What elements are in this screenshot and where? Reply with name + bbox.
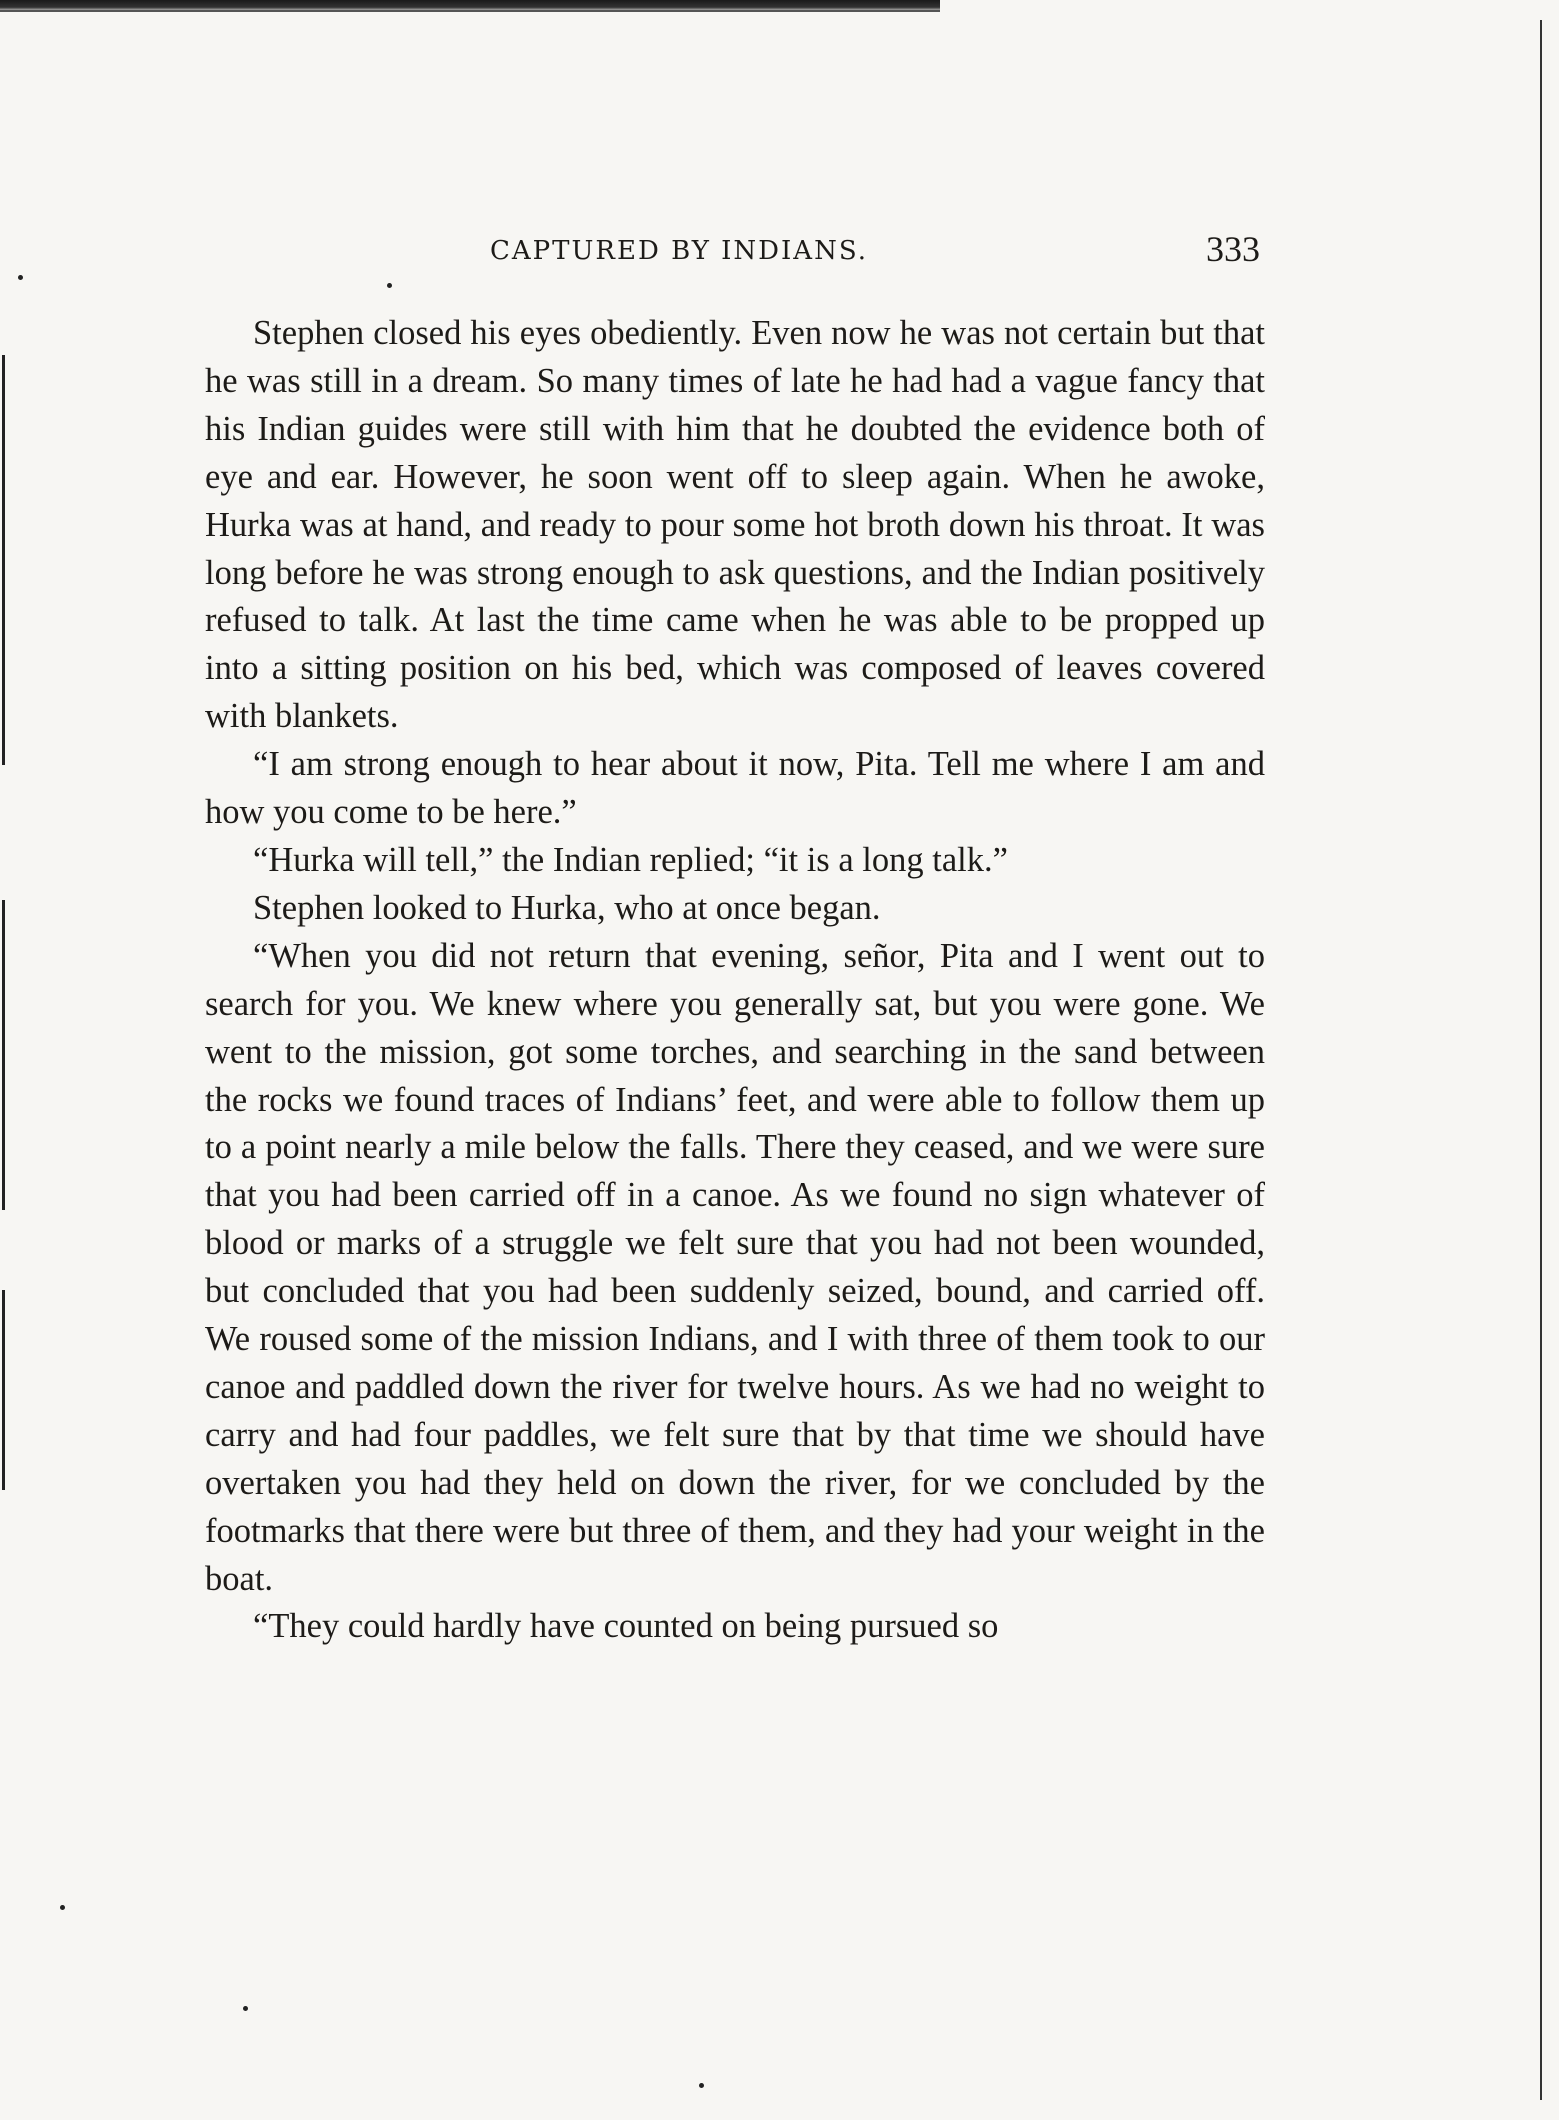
page-top-edge-line bbox=[0, 10, 940, 12]
left-margin-mark bbox=[2, 1290, 5, 1490]
paragraph: “Hurka will tell,” the Indian replied; “it is a long talk.” bbox=[253, 840, 1008, 879]
print-speck bbox=[387, 283, 392, 288]
print-speck bbox=[243, 2006, 248, 2011]
page-header bbox=[200, 228, 1260, 288]
paragraph: “They could hardly have counted on being pursued so bbox=[253, 1607, 999, 1646]
left-margin-mark bbox=[2, 900, 5, 1210]
page-right-edge-line bbox=[1540, 20, 1542, 2100]
paragraph: Stephen looked to Hurka, who at once began. bbox=[253, 888, 881, 927]
print-speck bbox=[18, 275, 23, 280]
print-speck bbox=[699, 2083, 704, 2088]
body-text bbox=[205, 310, 1265, 1651]
paragraph: “When you did not return that evening, señor, Pita and I went out to search for you. We knew where you generally sat, but you were gone. We went to the mission, got some torches, and searching in the sand between the rocks we found traces of Indians’ feet, and were able to follow them up to a point nearly a mile below the falls. There they ceased, and we were sure that you had been carried off in a canoe. As we found no sign whatever of blood or marks of a struggle we felt sure that you had not been wounded, but concluded that you had been suddenly seized, bound, and carried off. We roused some of the mission Indians, and I with three of them took to our canoe and paddled down the river for twelve hours. As we had no weight to carry and had four paddles, we felt sure that by that time we should have overtaken you had they held on down the river, for we concluded by the footmarks that there were but three of them, and they had your weight in the boat. bbox=[205, 936, 1265, 1598]
page-number: 333 bbox=[1206, 229, 1260, 269]
print-speck bbox=[60, 1905, 65, 1910]
paragraph: “I am strong enough to hear about it now, Pita. Tell me where I am and how you come to be here.” bbox=[205, 745, 1265, 832]
running-head: CAPTURED BY INDIANS. bbox=[490, 236, 868, 266]
paragraph: Stephen closed his eyes obediently. Even now he was not certain but that he was still in a dream. So many times of late he had had a vague fancy that his Indian guides were still with him that he doubted the evidence both of eye and ear. However, he soon went off to sleep again. When he awoke, Hurka was at hand, and ready to pour some hot broth down his throat. It was long before he was strong enough to ask questions, and the Indian positively refused to talk. At last the time came when he was able to be propped up into a sitting position on his bed, which was composed of leaves covered with blankets. bbox=[205, 314, 1265, 736]
left-margin-mark bbox=[2, 355, 5, 765]
